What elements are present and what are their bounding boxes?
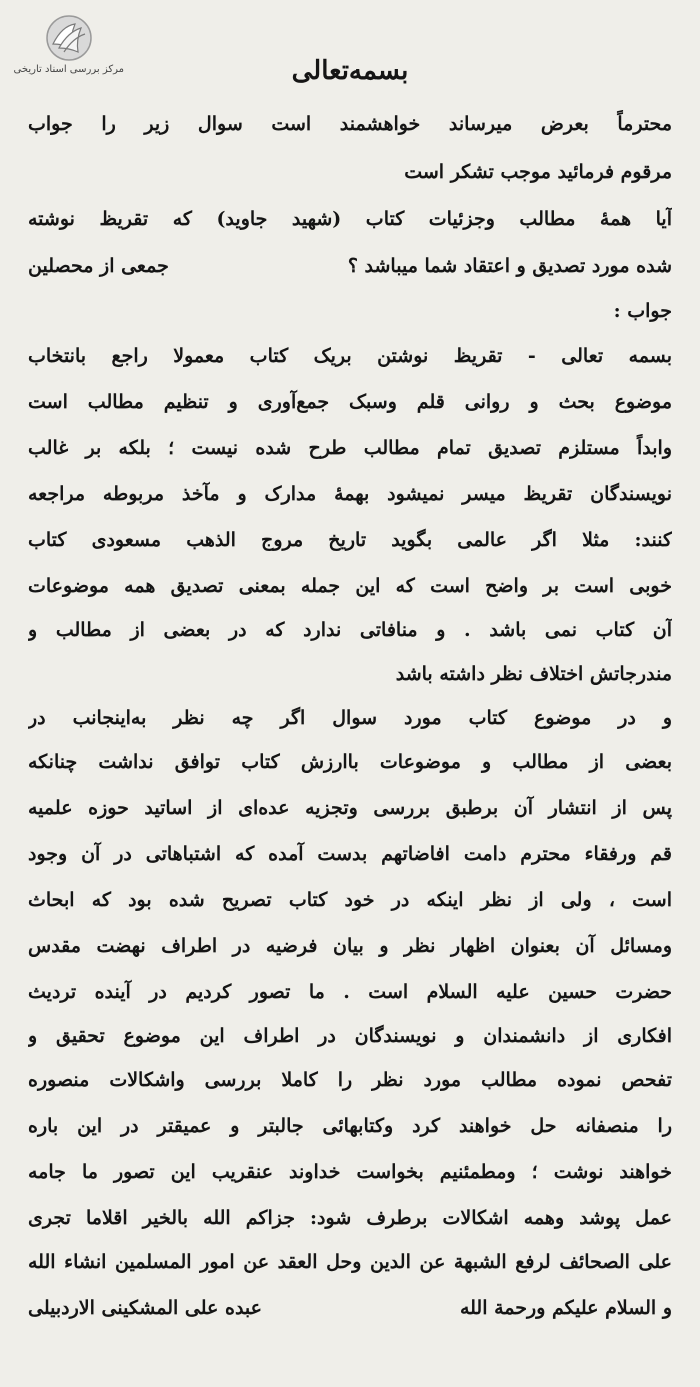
text-line: خوبی است بر واضح است که این جمله بمعنی تصدیق همه موضوعات bbox=[28, 575, 672, 597]
text-line: آیا همهٔ مطالب وجزئیات کتاب (شهید جاوید) که تقریظ نوشته bbox=[28, 208, 672, 230]
text-line: است ، ولی از نظر اینکه در خود کتاب تصریح شده بود که ابحاث bbox=[28, 889, 672, 911]
text-line: تفحص نموده مطالب مورد نظر را کاملا بررسی واشکالات منصوره bbox=[28, 1069, 672, 1091]
text-line: کنند: مثلا اگر عالمی بگوید تاریخ مروج الذهب مسعودی کتاب bbox=[28, 529, 672, 551]
text-line: وابداً مستلزم تصدیق تمام مطالب طرح شده نیست ؛ بلکه بر غالب bbox=[28, 437, 672, 459]
text-line: بسمه تعالی - تقریظ نوشتن بریک کتاب معمولا راجع بانتخاب bbox=[28, 345, 672, 367]
text-line: حضرت حسین علیه السلام است . ما تصور کردیم در آینده تردیث bbox=[28, 981, 672, 1003]
text-line: را منصفانه حل خواهند کرد وکتابهائی جالبتر و عمیقتر در این باره bbox=[28, 1115, 672, 1137]
text-segment-aside: جمعی از محصلین bbox=[28, 255, 169, 277]
text-line: علی الصحائف لرفع الشبهة عن الدین وحل العقد عن امور المسلمین انشاء الله bbox=[28, 1251, 672, 1273]
text-segment-main: شده مورد تصدیق و اعتقاد شما میباشد ؟ bbox=[347, 255, 672, 277]
text-line: پس از انتشار آن برطبق بررسی وتجزیه عده‌ای از اساتید حوزه علمیه bbox=[28, 797, 672, 819]
text-line: نویسندگان تقریظ میسر نمیشود بهمهٔ مدارک و مآخذ مربوطه مراجعه bbox=[28, 483, 672, 505]
text-line bbox=[28, 1294, 672, 1324]
text-line: خواهند نوشت ؛ ومطمئنیم بخواست خداوند عنقریب این تصور ما جامه bbox=[28, 1161, 672, 1183]
text-line bbox=[28, 252, 672, 282]
text-line: مندرجاتش اختلاف نظر داشته باشد bbox=[395, 663, 672, 685]
text-segment-aside: عبده علی المشکینی الاردبیلی bbox=[28, 1297, 263, 1319]
text-line: آن کتاب نمی باشد . و منافاتی ندارد که در بعضی از مطالب و bbox=[28, 619, 672, 641]
text-line: محترماً بعرض میرساند خواهشمند است سوال زیر را جواب bbox=[28, 113, 672, 135]
logo-caption: مرکز بررسی اسناد تاریخی bbox=[13, 64, 124, 75]
text-line: بعضی از مطالب و موضوعات باارزش کتاب توافق نداشت چنانکه bbox=[28, 751, 672, 773]
text-line: و در موضوع کتاب مورد سوال اگر چه نظر به‌اینجانب در bbox=[28, 707, 672, 729]
text-line: عمل پوشد وهمه اشکالات برطرف شود: جزاکم الله بالخیر اقلاما تجری bbox=[28, 1207, 672, 1229]
document-title: بسمه‌تعالی bbox=[291, 56, 409, 86]
text-line: افکاری از دانشمندان و نویسندگان در اطراف این موضوع تحقیق و bbox=[28, 1025, 672, 1047]
text-segment-main: و السلام علیکم ورحمة الله bbox=[459, 1297, 672, 1319]
text-line: قم ورفقاء محترم دامت افاضاتهم بدست آمده که اشتباهاتی در آن وجود bbox=[28, 843, 672, 865]
text-line: مرقوم فرمائید موجب تشکر است bbox=[404, 161, 672, 183]
text-line: ومسائل آن بعنوان اظهار نظر و بیان فرضیه در اطراف نهضت مقدس bbox=[28, 935, 672, 957]
text-line: موضوع بحث و روانی قلم وسبک جمع‌آوری و تنظیم مطالب است bbox=[28, 391, 672, 413]
text-line: جواب : bbox=[613, 300, 672, 322]
